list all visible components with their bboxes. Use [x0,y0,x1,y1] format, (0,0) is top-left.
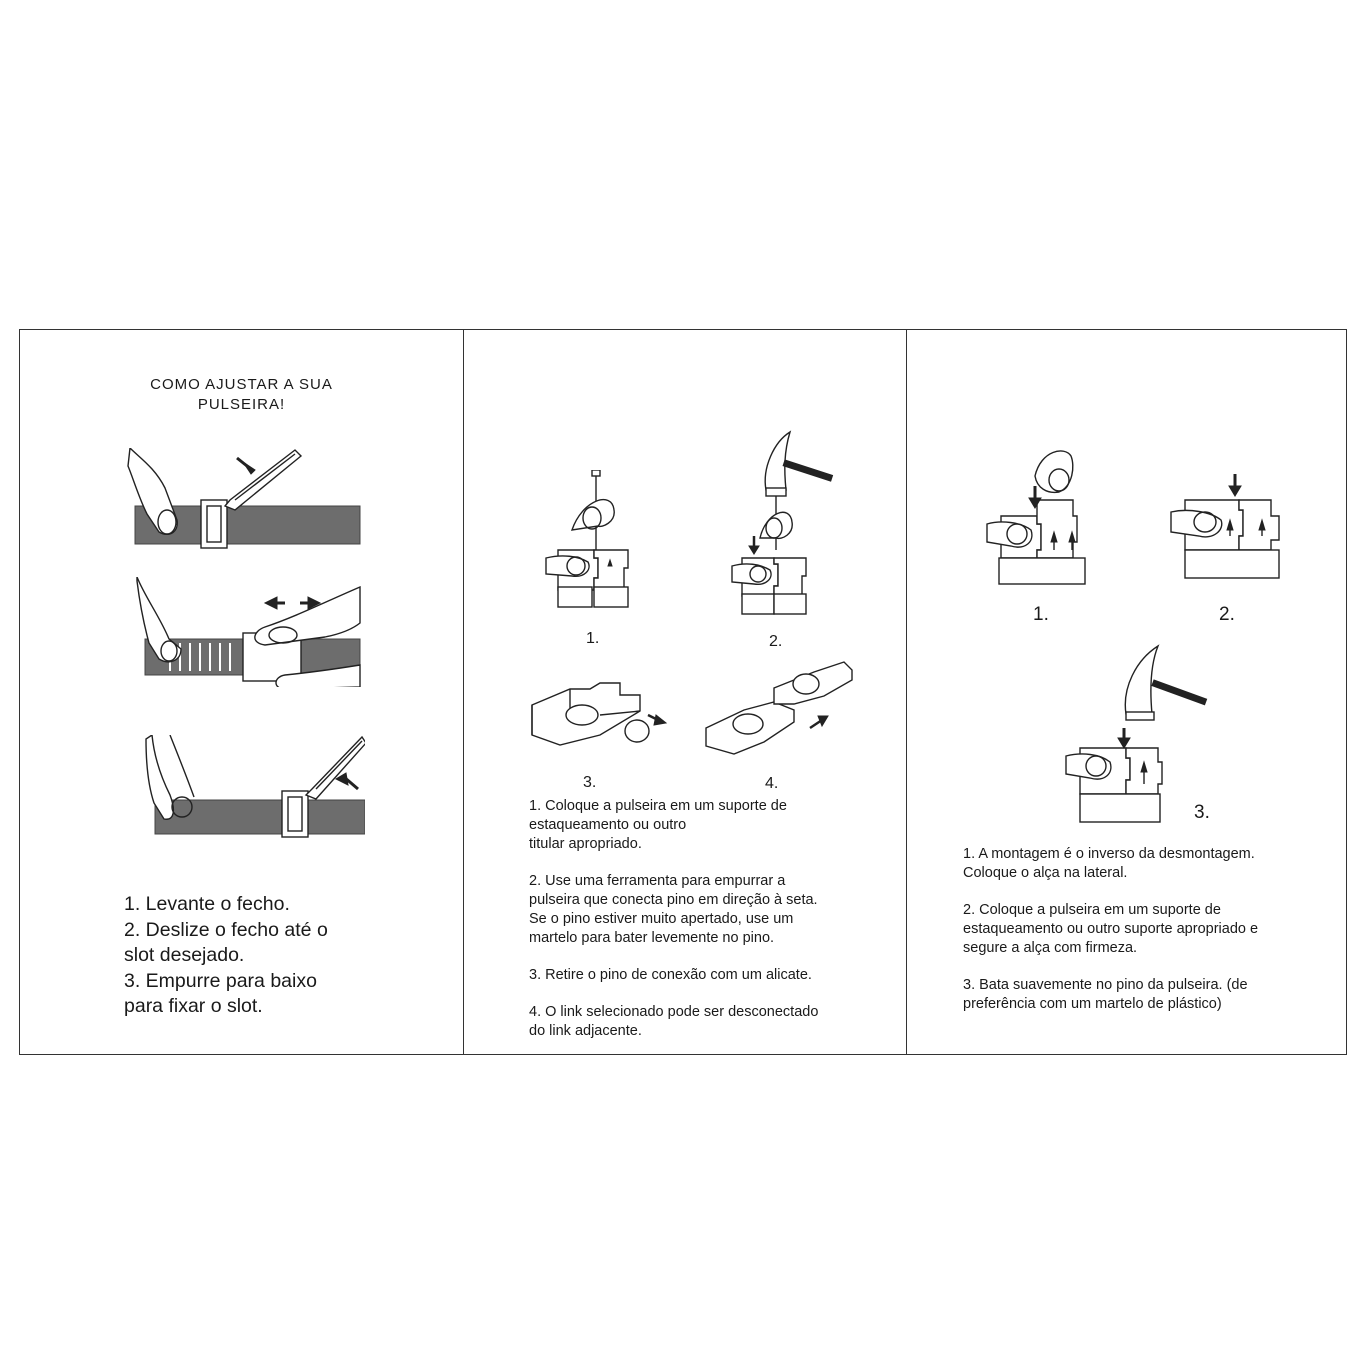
figure-caption: 3. [583,774,597,791]
figure-caption: 1. [1033,604,1049,625]
hammer-assemble-illustration [1064,644,1214,824]
instruction-line: 2. Use uma ferramenta para empurrar a [529,873,786,889]
arrow-icon [336,773,358,789]
instruction-line: 3. Bata suavemente no pino da pulseira. (de [963,977,1248,993]
instruction-paragraph [529,797,899,854]
instruction-paragraph [963,976,1343,1014]
finger-icon [1035,451,1073,492]
figure-caption: 3. [1194,802,1210,823]
panel-adjust-band [20,330,463,1054]
panel-title [20,375,463,415]
instruction-paragraph [529,872,899,948]
finger-icon [546,556,589,576]
figure-caption: 2. [1219,604,1235,625]
hold-link-illustration [1169,470,1287,580]
arrow-icon [810,716,828,728]
arrow-icon [265,597,320,609]
panel-remove-links [463,330,906,1054]
figure-caption: 1. [586,630,600,647]
instruction-paragraph [963,901,1343,958]
finger-icon [1066,754,1111,779]
insert-pin-illustration [985,446,1095,586]
separate-link-illustration [704,658,854,758]
hammer-tap-illustration [730,430,840,620]
step-line: 2. Deslize o fecho até o [124,918,328,941]
pin-push-illustration [542,470,642,610]
instruction-line: segure a alça com firmeza. [963,940,1138,956]
instruction-line: pulseira que conecta pino em direção à seta. [529,892,818,908]
instruction-paragraph [529,1003,899,1041]
instruction-paragraph [963,845,1343,883]
arrow-icon [749,536,759,554]
figure-caption: 4. [765,775,779,792]
hammer-icon [1125,646,1206,720]
step-line: slot desejado. [124,944,245,966]
hammer-icon [765,432,832,496]
finger-icon [137,577,181,662]
panel-assemble-links [906,330,1346,1054]
instruction-line: estaqueamento ou outro [529,817,687,833]
instruction-line: 3. Retire o pino de conexão com um alicate. [529,967,812,983]
title-line-1: COMO AJUSTAR A SUA [150,376,333,393]
push-down-illustration [130,735,365,840]
adjust-steps [124,892,384,1020]
title-line-2: PULSEIRA! [197,396,286,413]
step-line: para fixar o slot. [124,995,263,1017]
instruction-line: Se o pino estiver muito apertado, use um [529,911,794,927]
figure-caption: 2. [769,633,783,650]
finger-icon [732,564,771,584]
instruction-paragraph [529,966,899,985]
assemble-instructions [963,845,1343,1032]
instruction-line: do link adjacente. [529,1023,642,1039]
lift-clasp-illustration [125,448,365,558]
instruction-line: 4. O link selecionado pode ser desconectado [529,1004,819,1020]
instruction-line: 1. Coloque a pulseira em um suporte de [529,798,787,814]
slide-clasp-illustration [125,577,365,687]
pin-tool-icon [306,737,365,799]
instruction-line: titular apropriado. [529,836,642,852]
finger-icon [760,512,792,538]
arrow-icon [648,715,666,725]
finger-icon [987,522,1032,547]
instruction-line: estaqueamento ou outro suporte apropriado e [963,921,1259,937]
remove-instructions [529,797,899,1059]
instruction-line: martelo para bater levemente no pino. [529,930,775,946]
arrow-icon [237,458,255,474]
instruction-line: 2. Coloque a pulseira em um suporte de [963,902,1221,918]
instruction-line: Coloque o alça na lateral. [963,865,1128,881]
finger-icon [572,500,614,530]
instruction-line: 1. A montagem é o inverso da desmontagem. [963,846,1255,862]
step-line: 1. Levante o fecho. [124,893,290,915]
step-line: 3. Empurre para baixo [124,969,317,992]
instruction-sheet [19,329,1347,1055]
instruction-line: preferência com um martelo de plástico) [963,996,1222,1012]
pull-pin-illustration [530,675,670,760]
